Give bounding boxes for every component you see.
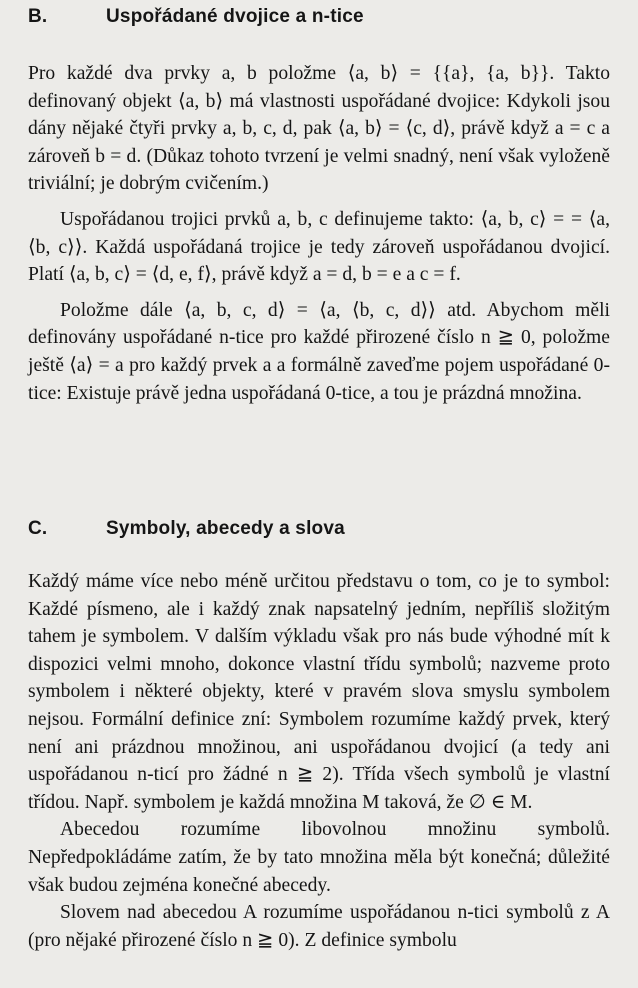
section-c-paragraph-1: Každý máme více nebo méně určitou představu o tom, co je to symbol: Každé písmeno, ale i každý znak napsatelný jedním, nepříliš složitým tahem je symbolem. V dalším výkladu však pro nás bude výhodné mít k dispozici velmi mnoho, dokonce vlastní třídu symbolů; nazveme proto symbolem i některé objekty, které v pravém slova smyslu symbolem nejsou. Formální definice zní: Symbolem rozumíme každý prvek, který není ani prázdnou množinou, ani uspořádanou dvojicí (a tedy ani uspořádanou n-ticí pro žádné n ≧ 2). Třída všech symbolů je vlastní třídou. Např. symbolem je každá množina M taková, že ∅ ∈ M. xyxy=(28,571,610,813)
section-b-paragraph-3: Položme dále ⟨a, b, c, d⟩ = ⟨a, ⟨b, c, d⟩⟩ atd. Abychom měli definovány uspořádané n-tice pro každé přirozené číslo n ≧ 0, položme ještě ⟨a⟩ = a pro každý prvek a a formálně zaveďme pojem uspořádané 0-tice: Existuje právě jedna uspořádaná 0-tice, a tou je prázdná množina. xyxy=(28,299,610,404)
section-c-heading xyxy=(28,518,345,540)
section-c-paragraph-2: Abecedou rozumíme libovolnou množinu symbolů. Nepředpokládáme zatím, že by tato množina měla být konečná; důležité však budou zejména konečné abecedy. xyxy=(28,819,610,896)
section-b-paragraph-1: Pro každé dva prvky a, b položme ⟨a, b⟩ = {{a}, {a, b}}. Takto definovaný objekt ⟨a, b⟩ má vlastnosti uspořádané dvojice: Kdykoli jsou dány nějaké čtyři prvky a, b, c, d, pak ⟨a, b⟩ = ⟨c, d⟩, právě když a = c a zároveň b = d. (Důkaz tohoto tvrzení je velmi snadný, není však vyloženě triviální; je dobrým cvičením.) xyxy=(28,63,610,195)
section-c-title: Symboly, abecedy a slova xyxy=(106,518,345,539)
section-c-paragraph-3: Slovem nad abecedou A rozumíme uspořádanou n-tici symbolů z A (pro nějaké přirozené číslo n ≧ 0). Z definice symbolu xyxy=(28,902,610,951)
section-b-heading xyxy=(28,6,364,28)
section-b-paragraph-2: Uspořádanou trojici prvků a, b, c definujeme takto: ⟨a, b, c⟩ = = ⟨a, ⟨b, c⟩⟩. Každá uspořádaná trojice je tedy zároveň uspořádanou dvojicí. Platí ⟨a, b, c⟩ = ⟨d, e, f⟩, právě když a = d, b = e a c = f. xyxy=(28,208,610,286)
section-b-number: B. xyxy=(28,6,48,27)
section-c-number: C. xyxy=(28,518,48,539)
section-b-body xyxy=(28,60,610,407)
section-c-body xyxy=(28,568,610,954)
section-b-title: Uspořádané dvojice a n-tice xyxy=(106,6,364,27)
